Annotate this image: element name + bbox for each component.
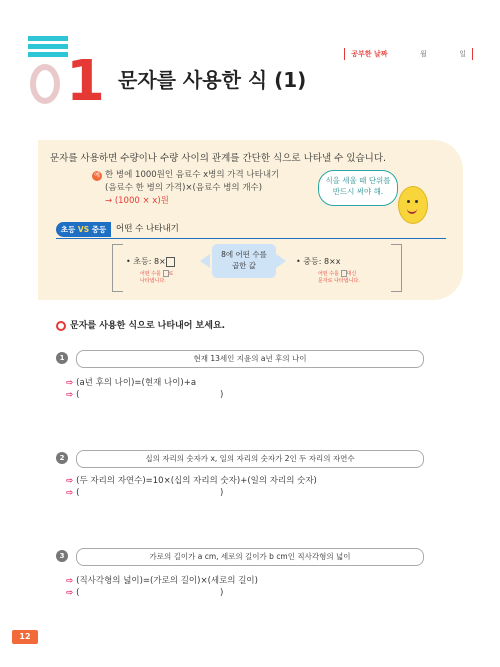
problem-step-2: ⇨ (두 자리의 자연수)=10×(십의 자리의 숫자)+(일의 자리의 숫자)	[66, 476, 317, 486]
center-explanation: 8에 어떤 수를 곱한 값	[212, 244, 276, 278]
lesson-number-one: 1	[66, 49, 105, 114]
problem-step-3: ⇨ (직사각형의 넓이)=(가로의 길이)×(세로의 길이)	[66, 576, 258, 586]
arrow-icon: ⇨	[66, 588, 74, 598]
decor-stripe-bottom	[28, 52, 68, 57]
problem-answer-1[interactable]: ⇨ (	[66, 390, 80, 400]
study-date-box	[340, 48, 477, 60]
blank-box-icon	[166, 257, 175, 267]
comparison-title: 어떤 수 나타내기	[116, 224, 179, 234]
day-label: 일	[459, 50, 466, 58]
example-line-1: 예 한 병에 1000원인 음료수 x병의 가격 나타내기	[92, 168, 279, 181]
elem-vs-middle-tag: 초등 VS 중등	[56, 222, 111, 237]
arrow-icon: ⇨	[66, 390, 74, 400]
middle-school-expression: • 중등: 8×x	[296, 257, 341, 266]
concept-intro: 문자를 사용하면 수량이나 수량 사이의 관계를 간단한 식으로 나타낼 수 있습니다.	[50, 153, 387, 164]
answer-close-3: )	[220, 588, 224, 598]
bullet-ring-icon	[56, 321, 66, 331]
arrow-left-icon	[200, 254, 210, 268]
lesson-number-zero	[30, 64, 60, 104]
arrow-icon: ⇨	[66, 476, 74, 486]
problem-question-2: 십의 자리의 숫자가 x, 일의 자리의 숫자가 2인 두 자리의 자연수	[76, 450, 424, 468]
elementary-note: 어떤 수를 로 나타냅니다.	[140, 271, 174, 284]
example-badge: 예	[92, 171, 102, 181]
arrow-right-icon	[276, 254, 286, 268]
example-line-2: (음료수 한 병의 가격)×(음료수 병의 개수)	[105, 183, 263, 193]
answer-close-2: )	[220, 488, 224, 498]
instruction-heading: 문자를 사용한 식으로 나타내어 보세요.	[56, 318, 225, 331]
month-label: 월	[419, 50, 427, 58]
problem-question-1: 현재 13세인 지윤의 a년 후의 나이	[76, 350, 424, 368]
lemon-mascot-icon	[398, 186, 428, 224]
divider-line	[56, 238, 446, 239]
problem-step-1: ⇨ (a년 후의 나이)=(현재 나이)+a	[66, 378, 197, 388]
page-title: 문자를 사용한 식 (1)	[118, 68, 307, 92]
problem-answer-3[interactable]: ⇨ (	[66, 588, 80, 598]
elementary-expression: • 초등: 8×	[126, 256, 175, 267]
problem-number-1: 1	[56, 352, 68, 364]
problem-number-3: 3	[56, 550, 68, 562]
arrow-icon: ⇨	[66, 576, 74, 586]
problem-number-2: 2	[56, 452, 68, 464]
date-divider	[344, 48, 345, 60]
date-divider-end	[472, 48, 473, 60]
arrow-icon: ⇨	[66, 488, 74, 498]
decor-stripe-mid	[28, 44, 68, 49]
problem-question-3: 가로의 길이가 a cm, 세로의 길이가 b cm인 직사각형의 넓이	[76, 548, 424, 566]
problem-answer-2[interactable]: ⇨ (	[66, 488, 80, 498]
page-number: 12	[12, 630, 38, 644]
decor-stripe-top	[28, 36, 68, 41]
example-result: → (1000 × x)원	[105, 196, 169, 206]
study-date-label: 공부한 날짜	[351, 50, 388, 58]
middle-school-note: 어떤 수를 대신 문자로 나타냅니다.	[318, 271, 360, 284]
answer-close-1: )	[220, 390, 224, 400]
tip-bubble: 식을 세울 때 단위를 반드시 써야 해.	[318, 170, 398, 206]
arrow-icon: ⇨	[66, 378, 74, 388]
